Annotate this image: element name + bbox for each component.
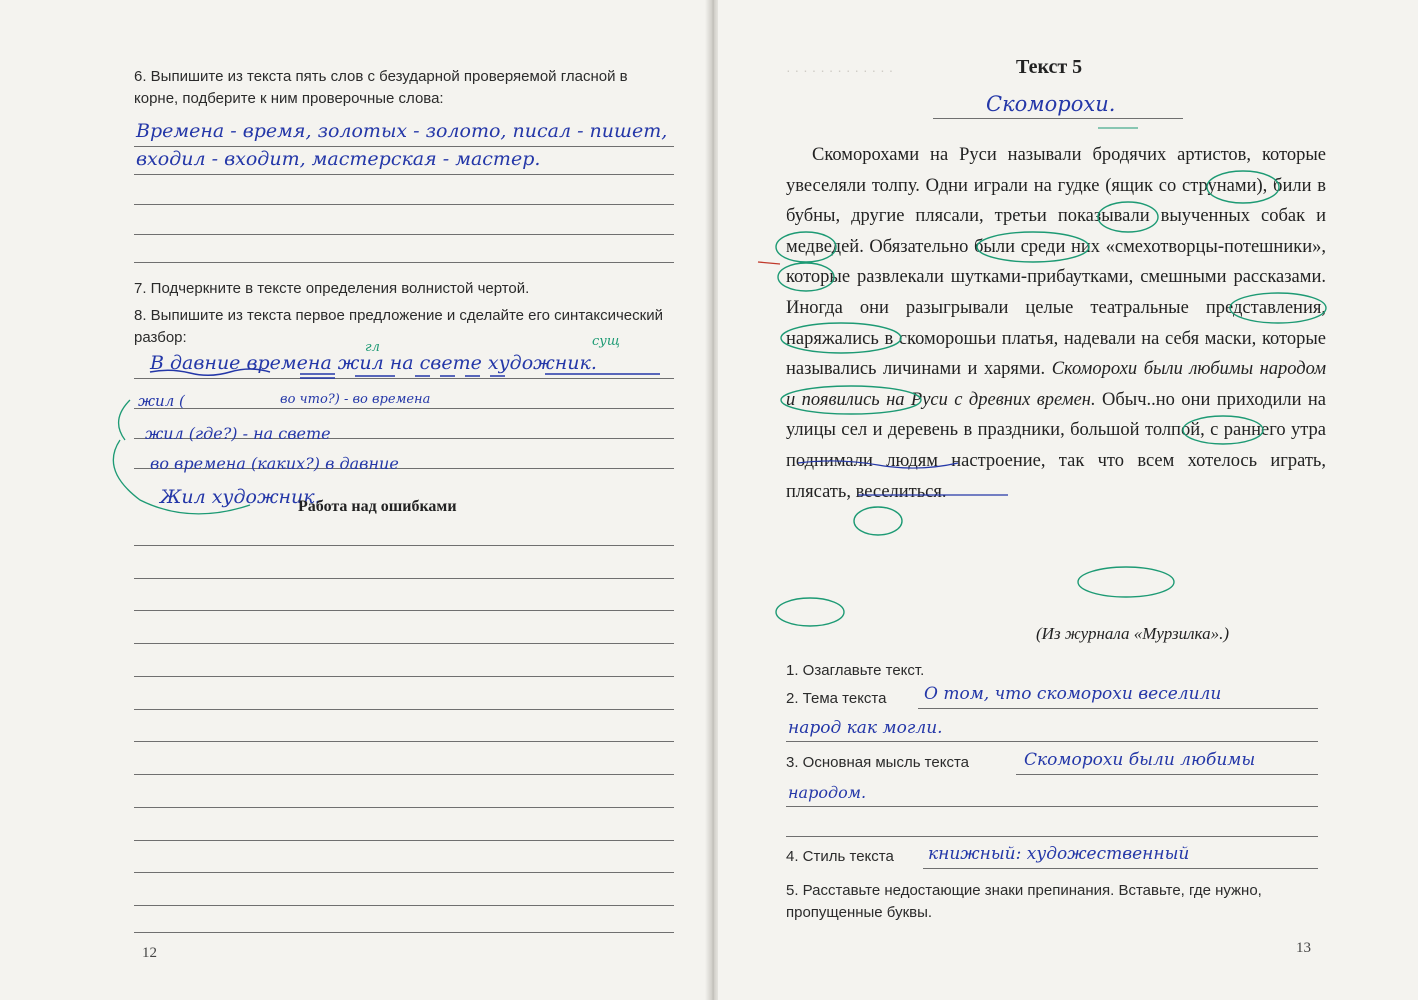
task-6-instruction: 6. Выпишите из текста пять слов с безударной проверяемой гласной в корне, подберите к ним проверочные слова: (134, 68, 628, 107)
answer-line (786, 836, 1318, 837)
answer-line (134, 709, 674, 710)
answer-line (134, 146, 674, 147)
answer-line (134, 807, 674, 808)
story-main-idea: Скоморохи были любимы народом и появились на Руси с древних времен. (786, 359, 1326, 410)
story-paragraph-1: Скоморохами на Руси называли бродячих артистов, которые увеселяли толпу. Одни играли на гудке (ящик со струнами), били в бубны, другие плясали, третьи показывали выученных собак и медведей. Обязательно были среди них «смехотворцы-потешники», которые развлекали шутками-прибаутками, смешными рассказами. Иногда они разыгрывали целые театральные представления, наряжались в скоморошьи платья, надевали на себя маски, которые назывались личинами и харями. (786, 145, 1326, 380)
verb-mark: гл (365, 340, 380, 355)
task-8-sentence: В давние времена жил на свете художник. (150, 352, 597, 374)
question-2-answer-b: народ как могли. (788, 718, 943, 738)
answer-line (134, 578, 674, 579)
question-1: 1. Озаглавьте текст. (786, 662, 925, 679)
answer-line (134, 234, 674, 235)
errors-heading: Работа над ошибками (298, 498, 457, 515)
page-number: 13 (1296, 940, 1311, 956)
page-number: 12 (142, 945, 157, 961)
question-3: 3. Основная мысль текста (786, 754, 970, 771)
answer-line (134, 840, 674, 841)
text-title: Текст 5 (1016, 56, 1083, 78)
story-paragraph-2: Обыч..но они приходили на улицы сел и деревень в праздники, большой толпой, с раннего утра поднимали людям настроение, так что всем хотелось играть, плясать, веселиться. (786, 389, 1327, 502)
right-page (718, 0, 1418, 1000)
answer-line (786, 806, 1318, 807)
task-8-line-5: Жил художник. (160, 486, 321, 508)
story-text (786, 140, 1326, 507)
task-8-line-2-question: во что?) - во времена (280, 392, 431, 407)
question-3-answer-a: Скоморохи были любимы (1024, 750, 1256, 770)
answer-line (923, 868, 1318, 869)
title-line (933, 118, 1183, 119)
question-3-answer-b: народом. (788, 783, 867, 802)
task-8-line-3: жил (где?) - на свете (145, 424, 331, 443)
answer-line (134, 932, 674, 933)
question-4: 4. Стиль текста (786, 848, 894, 865)
answer-line (134, 610, 674, 611)
task-8-line-2: жил ( (138, 392, 185, 410)
answer-line (134, 905, 674, 906)
answer-line (1016, 774, 1318, 775)
answer-line (918, 708, 1318, 709)
answer-line (786, 741, 1318, 742)
answer-line (134, 774, 674, 775)
answer-line (134, 741, 674, 742)
noun-mark: сущ (592, 334, 620, 349)
task-8-instruction: 8. Выпишите из текста первое предложение и сделайте его синтаксический разбор: (134, 307, 663, 346)
title-answer: Скоморохи. (986, 92, 1116, 116)
answer-line (134, 408, 674, 409)
answer-line (134, 872, 674, 873)
answer-line (134, 262, 674, 263)
answer-line (134, 174, 674, 175)
answer-line (134, 378, 674, 379)
show-through-text: · · · · · · · · · · · · · (786, 62, 894, 78)
question-4-answer: книжный: художественный (928, 844, 1190, 864)
question-5: 5. Расставьте недостающие знаки препинания. Вставьте, где нужно, пропущенные буквы. (786, 882, 1262, 921)
question-2: 2. Тема текста (786, 690, 887, 707)
answer-line (134, 643, 674, 644)
task-6-answer-line-1: Времена - время, золотых - золото, писал - пишет, (136, 120, 668, 142)
question-2-answer-a: О том, что скоморохи веселили (924, 684, 1222, 704)
story-source: (Из журнала «Мурзилка».) (1036, 624, 1230, 643)
task-7-instruction: 7. Подчеркните в тексте определения волнистой чертой. (134, 280, 530, 297)
answer-line (134, 204, 674, 205)
task-8-line-4: во времена (каких?) в давние (150, 454, 399, 473)
answer-line (134, 676, 674, 677)
answer-line (134, 545, 674, 546)
task-6-answer-line-2: входил - входит, мастерская - мастер. (136, 148, 541, 170)
